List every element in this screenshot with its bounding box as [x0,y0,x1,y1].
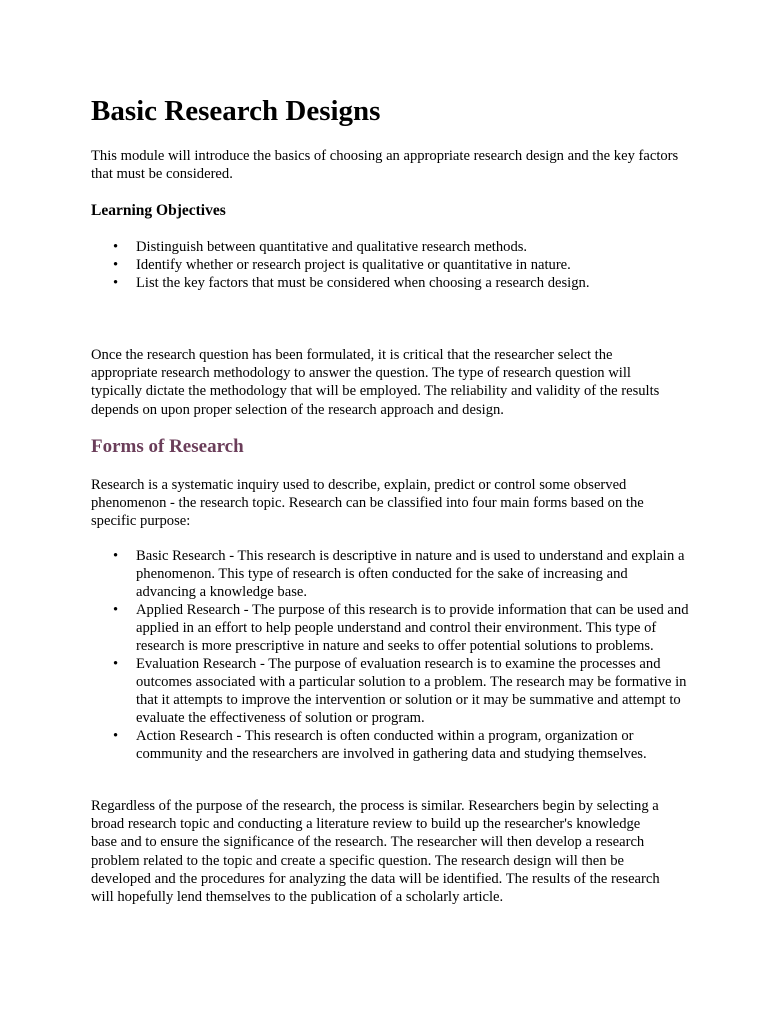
list-item: • List the key factors that must be considered when choosing a research design. [113,275,590,291]
list-item: • Basic Research - This research is descriptive in nature and is used to understand and explain a phenomenon. This type of research is often conducted for the sake of increasing and advancing a knowledge base. [113,548,685,600]
list-item: • Identify whether or research project is qualitative or quantitative in nature. [113,257,571,273]
list-item: • Action Research - This research is often conducted within a program, organization or community and the researchers are involved in gathering data and studying themselves. [113,728,647,762]
list-item: • Evaluation Research - The purpose of evaluation research is to examine the processes and outcomes associated with a particular solution to a problem. The research may be formative in that it attempts to improve the intervention or solution or it may be summative and attempt to evaluate the effectiveness of solution or program. [113,656,687,726]
list-item: • Applied Research - The purpose of this research is to provide information that can be used and applied in an effort to help people understand and control their environment. This type of research is more prescriptive in nature and seeks to offer potential solutions to problems. [113,602,689,654]
bullet-icon: • [113,275,119,291]
forms-of-research-heading: Forms of Research [91,436,244,457]
forms-intro-paragraph: Research is a systematic inquiry used to describe, explain, predict or control some observed phenomenon - the research topic. Research can be classified into four main forms based on the specific purpose: [91,477,644,530]
bullet-icon: • [113,548,119,564]
bullet-icon: • [113,239,119,255]
learning-objectives-heading: Learning Objectives [91,202,226,219]
list-item: • Distinguish between quantitative and qualitative research methods. [113,239,528,255]
process-paragraph: Regardless of the purpose of the research, the process is similar. Researchers begin by selecting a broad research topic and conducting a literature review to build up the researcher's knowledge base and to ensure the significance of the research. The researcher will then develop a research problem related to the topic and create a specific question. The research design will then be developed and the procedures for analyzing the data will be identified. The results of the research will hopefully lend themselves to the publication of a scholarly article. [91,798,660,906]
bullet-icon: • [113,656,119,672]
methodology-paragraph: Once the research question has been formulated, it is critical that the researcher select the appropriate research methodology to answer the question. The type of research question will typically dictate the methodology that will be employed. The reliability and validity of the results depends on upon proper selection of the research approach and design. [91,347,660,418]
bullet-icon: • [113,257,119,273]
objectives-list [91,238,691,292]
bullet-icon: • [113,728,119,744]
forms-list [91,547,691,763]
page-title: Basic Research Designs [91,95,381,127]
bullet-icon: • [113,602,119,618]
intro-paragraph: This module will introduce the basics of choosing an appropriate research design and the key factors that must be considered. [91,148,679,182]
